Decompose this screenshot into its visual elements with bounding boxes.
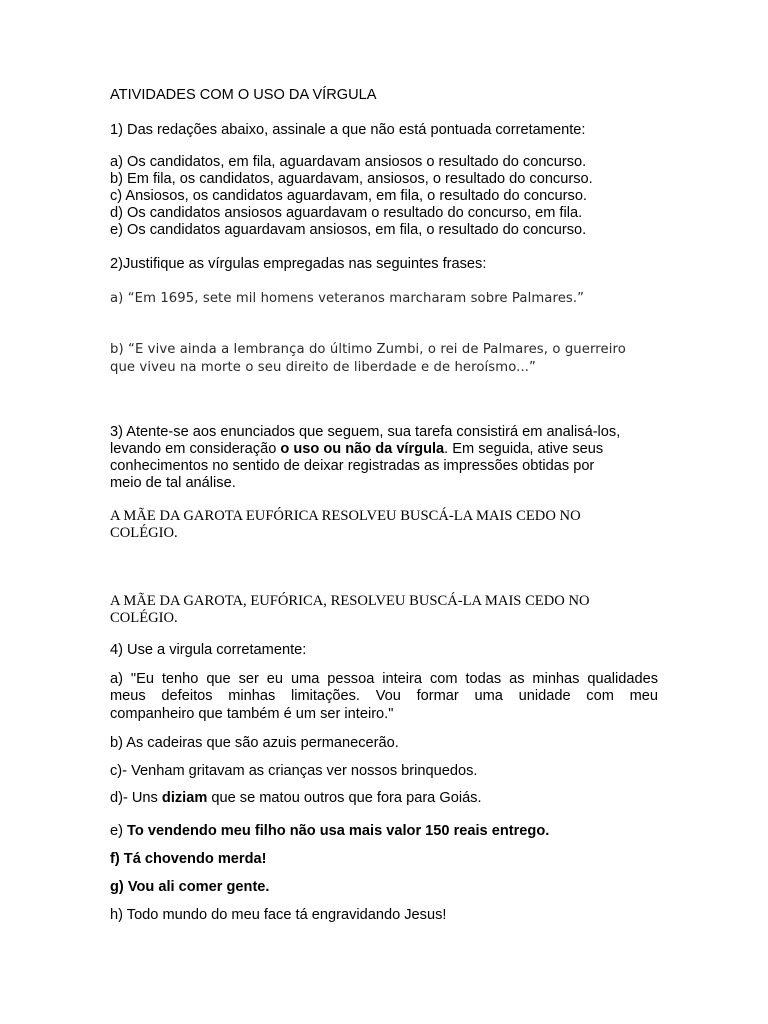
q1-option-c: c) Ansiosos, os candidatos aguardavam, em fila, o resultado do concurso.	[110, 188, 587, 204]
q4-item-f: f) Tá chovendo merda!	[110, 851, 267, 867]
q4-item-d-emphasis: diziam	[161, 790, 208, 806]
q2-sentence-b-line1: b) “E vive ainda a lembrança do último Zumbi, o rei de Palmares, o guerreiro	[110, 342, 626, 357]
q3-sentence1-line2: COLÉGIO.	[110, 525, 178, 541]
q3-line4: meio de tal análise.	[110, 475, 236, 491]
q3-sentence2-line2: COLÉGIO.	[110, 610, 178, 626]
q3-line1: 3) Atente-se aos enunciados que seguem, sua tarefa consistirá em analisá-los,	[110, 424, 621, 440]
q4-item-e-text: To vendendo meu filho não usa mais valor 150 reais entrego.	[127, 823, 550, 839]
q1-option-e: e) Os candidatos aguardavam ansiosos, em fila, o resultado do concurso.	[110, 222, 587, 238]
q2-prompt: 2)Justifique as vírgulas empregadas nas seguintes frases:	[110, 256, 487, 272]
q4-item-a-line3: companheiro que também é um ser inteiro."	[110, 706, 394, 722]
q4-item-g: g) Vou ali comer gente.	[110, 879, 270, 895]
document-title: ATIVIDADES COM O USO DA VÍRGULA	[110, 87, 377, 103]
q3-sentence2-line1: A MÃE DA GAROTA, EUFÓRICA, RESOLVEU BUSCÁ-LA MAIS CEDO NO	[110, 593, 590, 609]
q4-item-c: c)- Venham gritavam as crianças ver nossos brinquedos.	[110, 763, 478, 779]
q1-option-d: d) Os candidatos ansiosos aguardavam o resultado do concurso, em fila.	[110, 205, 583, 221]
q1-prompt: 1) Das redações abaixo, assinale a que não está pontuada corretamente:	[110, 122, 586, 138]
q3-line2	[110, 441, 603, 458]
q4-item-e	[110, 823, 549, 840]
q4-prompt: 4) Use a virgula corretamente:	[110, 642, 307, 658]
q3-line2-text: levando em consideração	[110, 441, 281, 457]
q3-line3: conhecimentos no sentido de deixar registradas as impressões obtidas por	[110, 458, 595, 474]
q4-item-d-text: d)- Uns	[110, 790, 162, 806]
q4-item-d	[110, 790, 482, 807]
q4-item-a-line1: a) "Eu tenho que ser eu uma pessoa inteira com todas as minhas qualidades	[110, 671, 658, 687]
q2-sentence-b-line2: que viveu na morte o seu direito de liberdade e de heroísmo...”	[110, 360, 536, 375]
q2-sentence-a: a) “Em 1695, sete mil homens veteranos marcharam sobre Palmares.”	[110, 291, 585, 306]
q1-option-a: a) Os candidatos, em fila, aguardavam ansiosos o resultado do concurso.	[110, 154, 587, 170]
q4-item-d-text-end: que se matou outros que fora para Goiás.	[207, 790, 482, 806]
q4-item-b: b) As cadeiras que são azuis permanecerão.	[110, 735, 399, 751]
q4-item-h: h) Todo mundo do meu face tá engravidando Jesus!	[110, 907, 447, 923]
q3-sentence1-line1: A MÃE DA GAROTA EUFÓRICA RESOLVEU BUSCÁ-LA MAIS CEDO NO	[110, 508, 581, 524]
q4-item-a-line2: meus defeitos minhas limitações. Vou formar uma unidade com meu	[110, 688, 658, 704]
q4-item-e-label: e)	[110, 823, 128, 839]
q3-line2-text-end: . Em seguida, ative seus	[444, 441, 604, 457]
q1-option-b: b) Em fila, os candidatos, aguardavam, ansiosos, o resultado do concurso.	[110, 171, 593, 187]
q3-line2-emphasis: o uso ou não da vírgula	[280, 441, 445, 457]
